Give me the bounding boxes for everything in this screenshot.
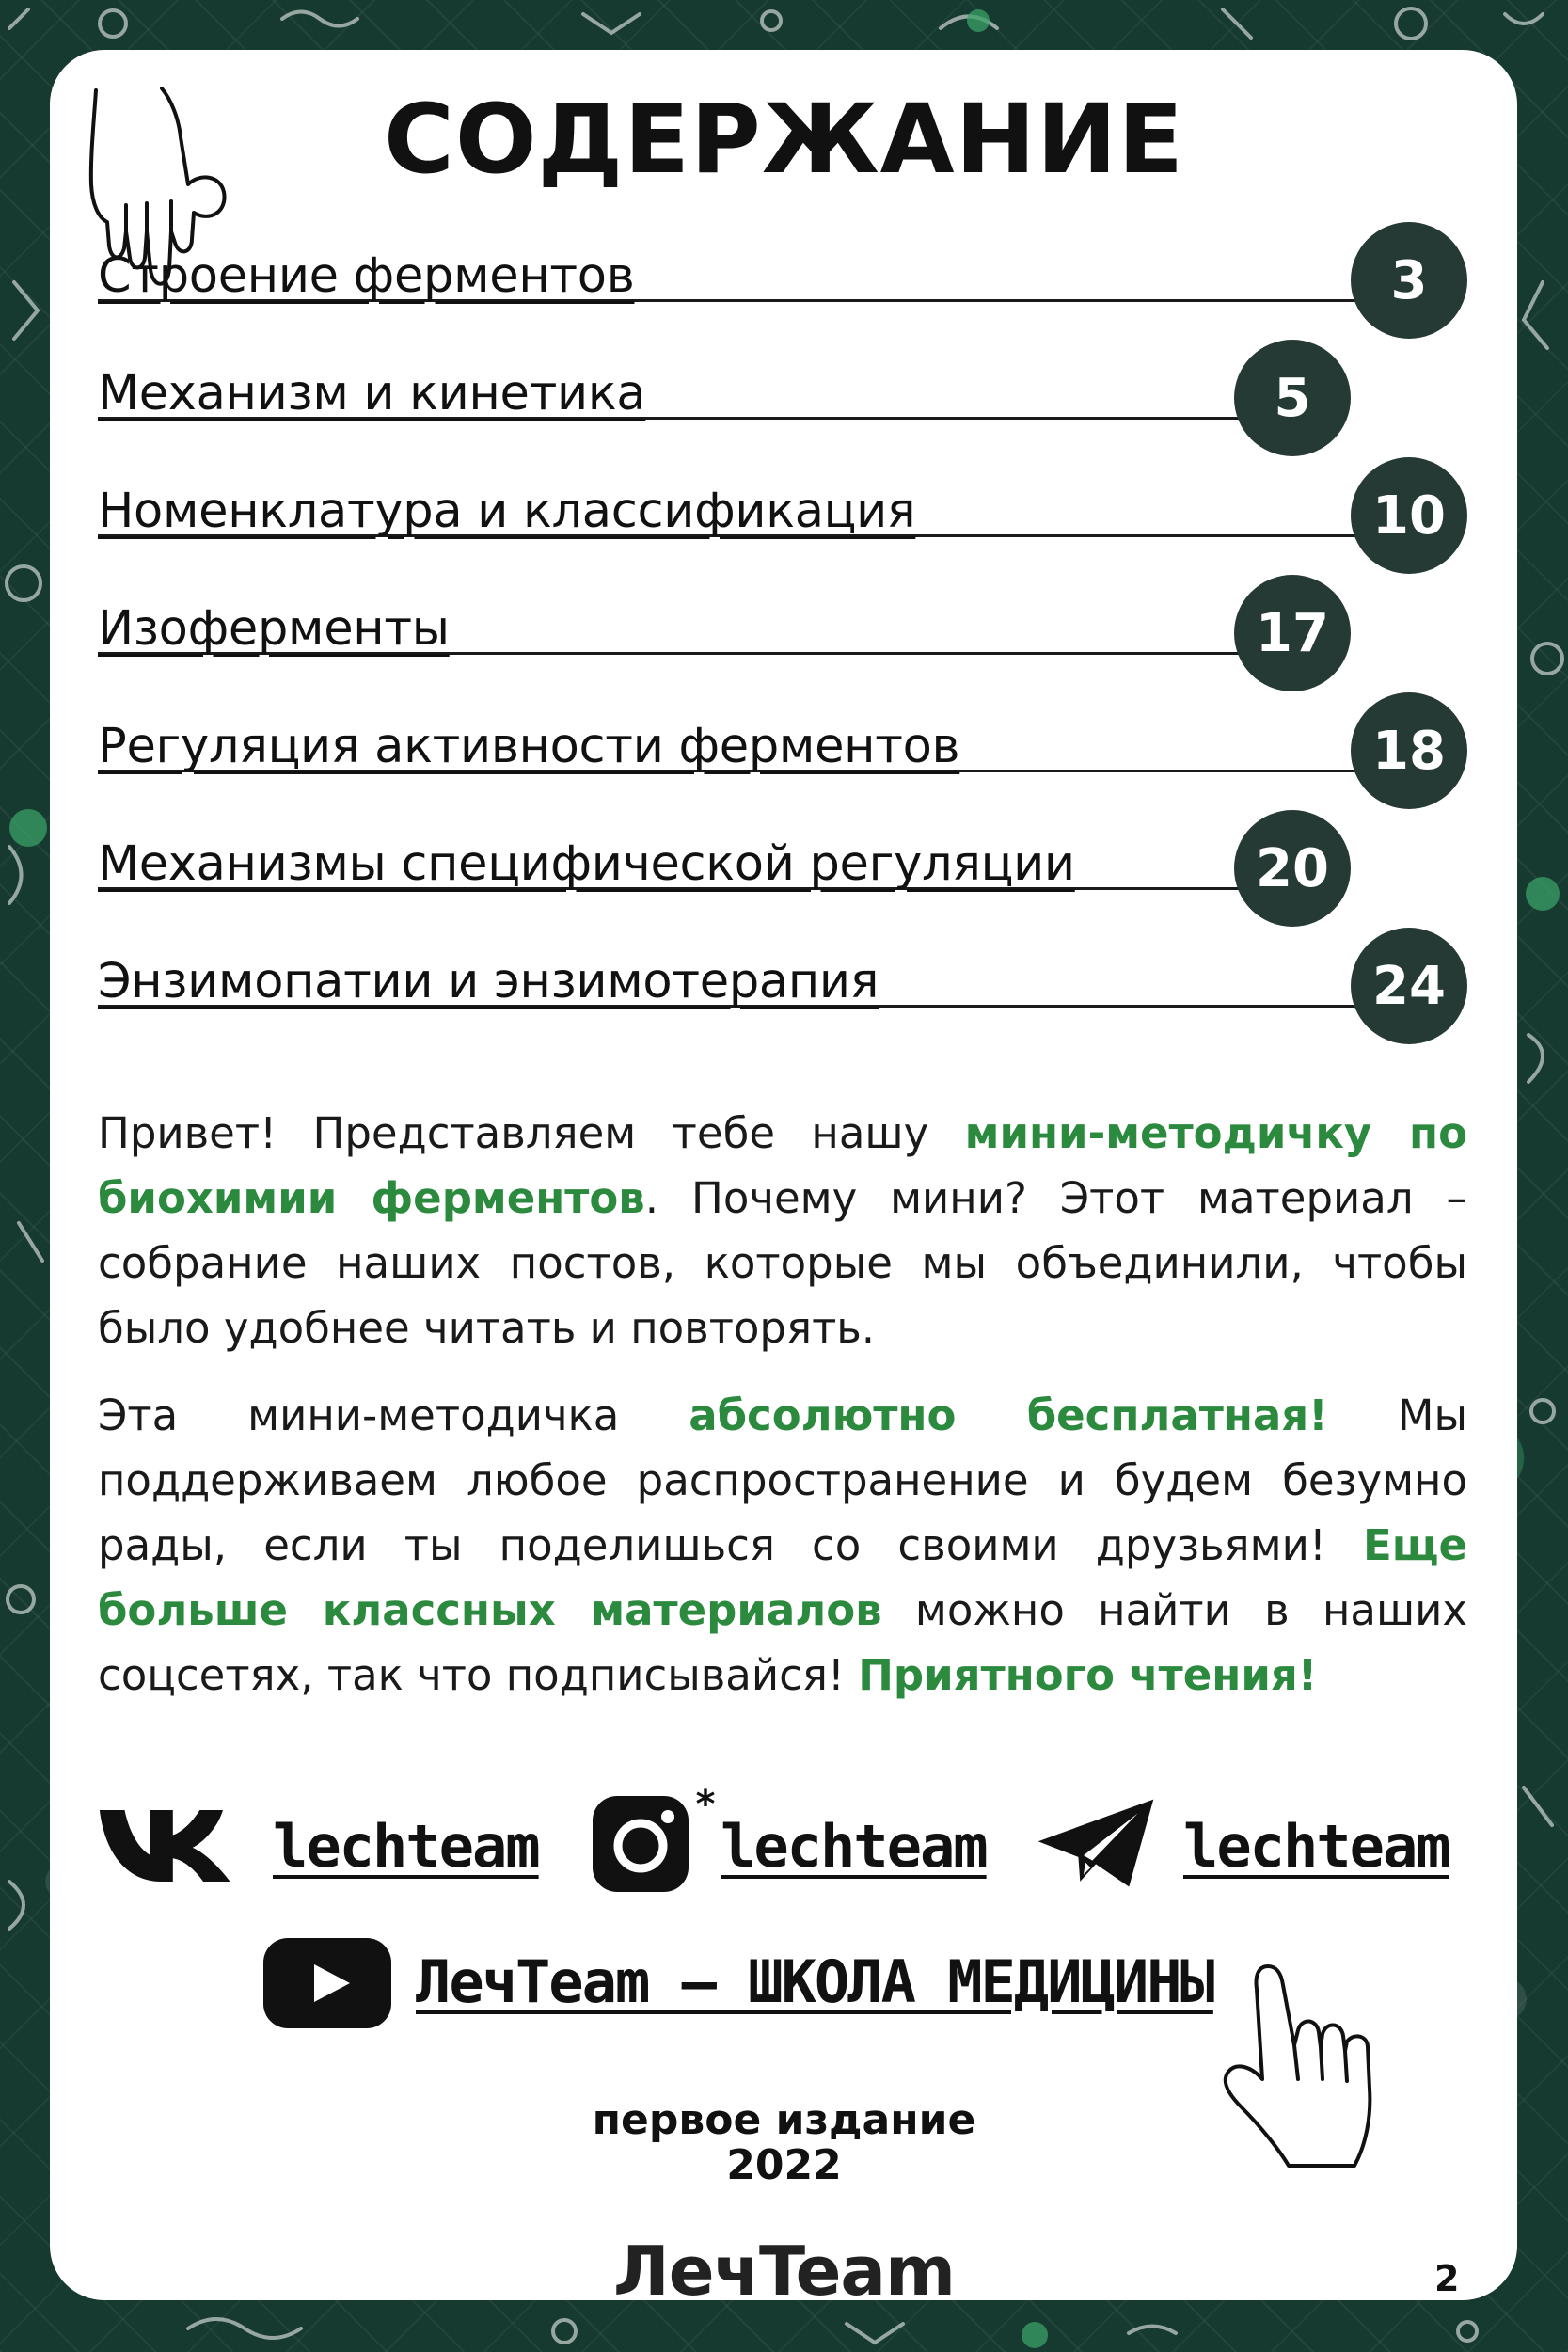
enjoy-reading-highlight: Приятного чтения! [858, 1650, 1318, 1700]
toc-page-badge[interactable]: 18 [1351, 692, 1467, 809]
page-number: 2 [1434, 2258, 1460, 2299]
toc-page-badge[interactable]: 3 [1351, 222, 1467, 339]
instagram-asterisk: * [694, 1783, 716, 1826]
toc-item-enzymopathies[interactable]: Энзимопатии и энзимотерапия [98, 954, 879, 1009]
free-highlight: абсолютно бесплатная! [689, 1391, 1328, 1440]
telegram-icon[interactable] [1035, 1795, 1157, 1893]
toc-page-badge[interactable]: 20 [1234, 810, 1351, 927]
intro-paragraph [98, 1101, 1467, 1360]
toc-page-badge[interactable]: 5 [1234, 340, 1351, 456]
free-notice-paragraph [98, 1383, 1467, 1708]
toc-item-mechanism[interactable]: Механизм и кинетика [98, 366, 646, 421]
youtube-link[interactable]: ЛечTeam – ШКОЛА МЕДИЦИНЫ [416, 1947, 1213, 2016]
vk-icon[interactable] [98, 1804, 241, 1885]
telegram-link[interactable]: lechteam [1183, 1812, 1449, 1881]
toc-page-badge[interactable]: 24 [1351, 928, 1467, 1044]
toc-item-structure[interactable]: Строение ферментов [98, 248, 635, 304]
vk-link[interactable]: lechteam [273, 1812, 539, 1881]
intro-text: Мы поддерживаем любое распространение и будем безумно рады, если ты поделишься со своими друзьями! [98, 1391, 1467, 1570]
toc-page-badge[interactable]: 10 [1351, 457, 1467, 574]
instagram-icon[interactable] [589, 1792, 692, 1896]
edition-year: 2022 [726, 2141, 842, 2189]
intro-text: Эта мини-методичка [98, 1391, 689, 1440]
intro-text: . Почему мини? Этот материал – собрание наших постов, которые мы объединили, чтобы было удобнее читать и повторять. [98, 1173, 1467, 1353]
intro-text: Привет! Представляем тебе нашу [98, 1108, 965, 1158]
toc-item-specific-regulation[interactable]: Механизмы специфической регуляции [98, 836, 1075, 892]
more-materials-highlight: Еще больше классных материалов [98, 1520, 1467, 1635]
toc-item-regulation[interactable]: Регуляция активности ферментов [98, 719, 960, 774]
brand-logo: ЛечTeam [612, 2232, 956, 2311]
youtube-icon[interactable] [261, 1936, 393, 2030]
toc-item-isoenzymes[interactable]: Изоферменты [98, 601, 450, 657]
toc-item-nomenclature[interactable]: Номенклатура и классификация [98, 484, 916, 539]
intro-highlight: мини-методичку по биохимии ферментов [98, 1108, 1467, 1223]
page-title: СОДЕРЖАНИЕ [383, 84, 1185, 196]
instagram-link[interactable]: lechteam [721, 1812, 987, 1881]
table-of-contents [0, 0, 1568, 1082]
toc-page-badge[interactable]: 17 [1234, 575, 1351, 691]
edition-label: первое издание [592, 2096, 976, 2144]
intro-text: можно найти в наших соцсетях, так что подписывайся! [98, 1585, 1467, 1700]
